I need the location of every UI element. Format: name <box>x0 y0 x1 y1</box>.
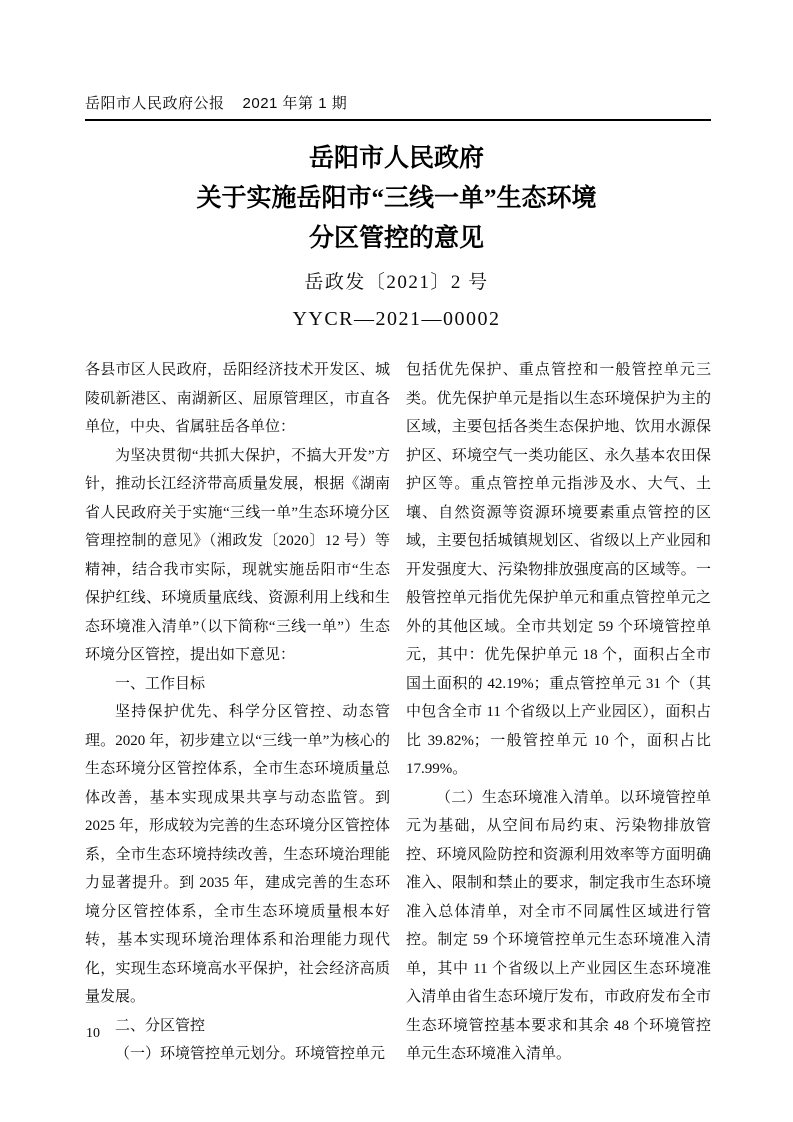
gazette-name: 岳阳市人民政府公报 <box>85 95 225 112</box>
body-paragraph: 二、分区管控 <box>115 1017 206 1034</box>
body-paragraph: （一）环境管控单元划分。环境管控单元 <box>115 1046 386 1062</box>
page-number: 10 <box>86 1026 100 1041</box>
right-column <box>406 356 711 1069</box>
body-paragraph: （二）生态环境准入清单。以环境管控单元为基础，从空间布局约束、污染物排放管控、环境风险防控和资源利用效率等方面明确准入、限制和禁止的要求，制定我市生态环境准入总体清单，对全市不同属性区域进行管控。制定 59 个环境管控单元生态环境准入清单，其中 11 个省级以上产业园区生态环境准入清单由省生态环境厅发布，市政府发布全市生态环境管控基本要求和其余 48 个环境管控单元生态环境准入清单。 <box>406 789 711 1062</box>
document-number: 岳政发〔2021〕2 号 <box>304 272 489 293</box>
body-paragraph: 一、工作目标 <box>115 675 206 692</box>
body-paragraph: 为坚决贯彻“共抓大保护，不搞大开发”方针，推动长江经济带高质量发展，根据《湖南省人民政府关于实施“三线一单”生态环境分区管理控制的意见》（湘政发〔2020〕12 号）等精神，结合我市实际，现就实施岳阳市“生态保护红线、环境质量底线、资源利用上线和生态环境准入清单”（以下简称“三线一单”）生态环境分区管控，提出如下意见： <box>85 447 390 663</box>
body-columns <box>85 356 711 1069</box>
title-line-3: 分区管控的意见 <box>308 225 484 252</box>
title-line-2: 关于实施岳阳市“三线一单”生态环境 <box>196 185 597 212</box>
document-title <box>0 139 793 259</box>
body-paragraph: 包括优先保护、重点管控和一般管控单元三类。优先保护单元是指以生态环境保护为主的区域，主要包括各类生态保护地、饮用水源保护区、环境空气一类功能区、永久基本农田保护区等。重点管控单元指涉及水、大气、土壤、自然资源等资源环境要素重点管控的区域，主要包括城镇规划区、省级以上产业园和开发强度大、污染物排放强度高的区域等。一般管控单元指优先保护单元和重点管控单元之外的其他区域。全市共划定 59 个环境管控单元，其中：优先保护单元 18 个，面积占全市国土面积的 42.19%；重点管控单元 31 个（其中包含全市 11 个省级以上产业园区），面积占比 39.82%；一般管控单元 10 个，面积占比 17.99%。 <box>406 362 711 777</box>
body-paragraph: 坚持保护优先、科学分区管控、动态管理。2020 年，初步建立以“三线一单”为核心的生态环境分区管控体系，全市生态环境质量总体改善，基本实现成果共享与动态监管。到 2025 年，形成较为完善的生态环境分区管控体系，全市生态环境持续改善，生态环境治理能力显著提升。到 2035 年，建成完善的生态环境分区管控体系，全市生态环境质量根本好转，基本实现环境治理体系和治理能力现代化，实现生态环境高水平保护，社会经济高质量发展。 <box>85 704 390 1005</box>
body-paragraph: 各县市区人民政府，岳阳经济技术开发区、城陵矶新港区、南湖新区、屈原管理区，市直各单位，中央、省属驻岳各单位： <box>85 362 390 435</box>
page-header <box>85 92 711 121</box>
issue-label: 2021 年第 1 期 <box>242 95 348 112</box>
title-line-1: 岳阳市人民政府 <box>308 145 484 172</box>
document-code: YYCR—2021—00002 <box>292 308 501 330</box>
left-column <box>85 356 390 1069</box>
